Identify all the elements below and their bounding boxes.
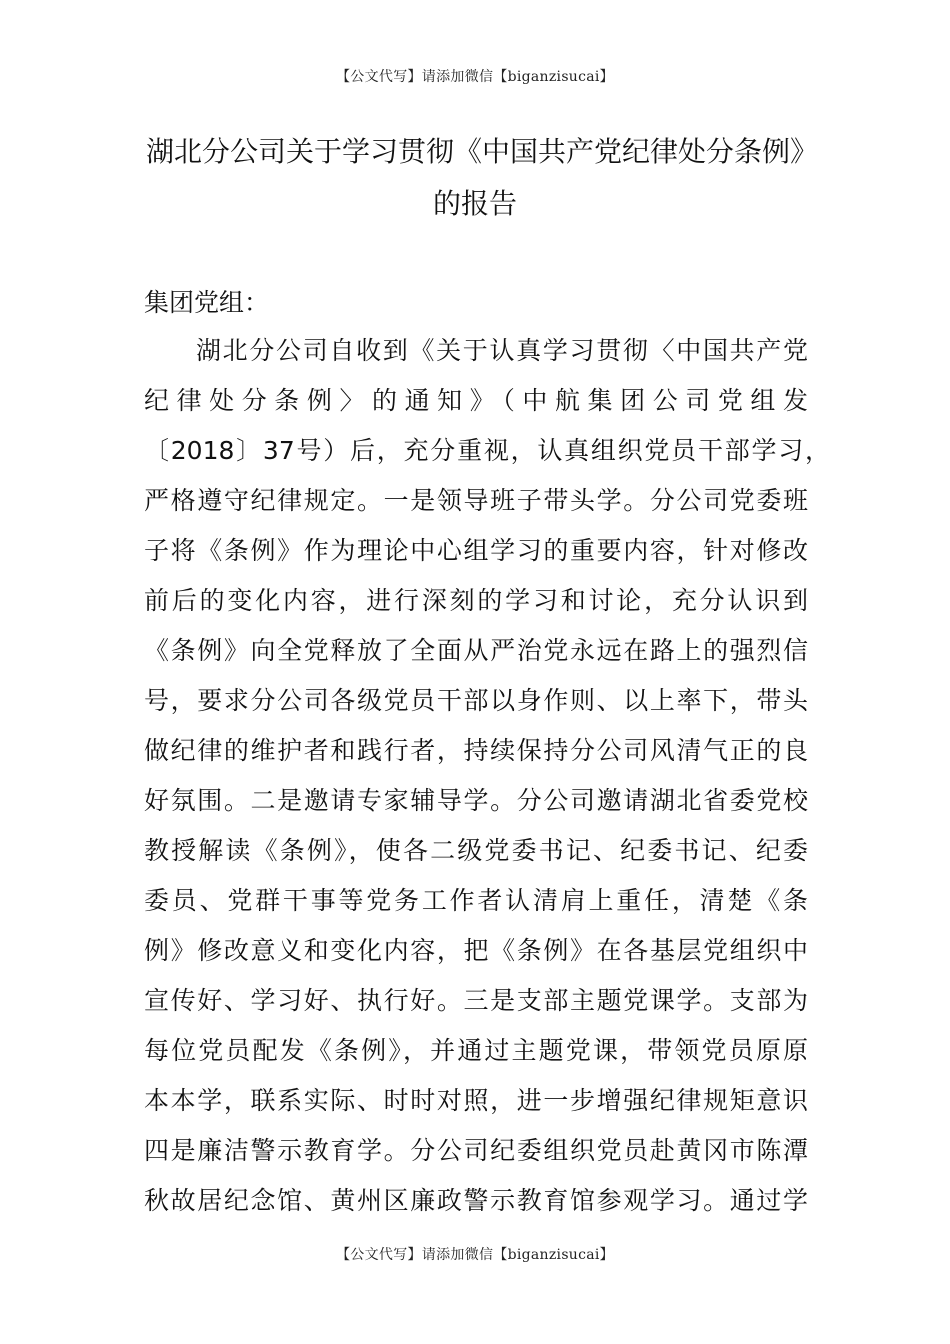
body-line: 本本学，联系实际、时时对照，进一步增强纪律规矩意识	[144, 1086, 808, 1115]
body-line: 教授解读《条例》，使各二级党委书记、纪委书记、纪委	[144, 836, 808, 865]
body-line: 前后的变化内容，进行深刻的学习和讨论，充分认识到	[144, 586, 808, 615]
body-line: 号，要求分公司各级党员干部以身作则、以上率下，带头	[144, 686, 808, 715]
salutation: 集团党组：	[144, 288, 270, 317]
body-line: 每位党员配发《条例》，并通过主题党课，带领党员原原	[144, 1036, 808, 1065]
body-line: 〔2018〕37号）后，充分重视，认真组织党员干部学习，	[144, 436, 830, 465]
body-line: 子将《条例》作为理论中心组学习的重要内容，针对修改	[144, 536, 808, 565]
body-line: 例》修改意义和变化内容，把《条例》在各基层党组织中	[144, 936, 808, 965]
body-line: 纪律处分条例〉的通知》（中航集团公司党组发	[144, 386, 808, 415]
footer-note: 【公文代写】请添加微信【biganzisucai】	[336, 1247, 614, 1263]
body-line: 秋故居纪念馆、黄州区廉政警示教育馆参观学习。通过学	[144, 1186, 808, 1215]
document-title: 湖北分公司关于学习贯彻《中国共产党纪律处分条例》的报告	[145, 135, 804, 220]
body-line: 湖北分公司自收到《关于认真学习贯彻〈中国共产党	[196, 336, 808, 365]
header-note: 【公文代写】请添加微信【biganzisucai】	[336, 69, 614, 85]
body-line: 委员、党群干事等党务工作者认清肩上重任，清楚《条	[144, 886, 808, 915]
body-line: 做纪律的维护者和践行者，持续保持分公司风清气正的良	[144, 736, 808, 765]
body-line: 好氛围。二是邀请专家辅导学。分公司邀请湖北省委党校	[144, 786, 808, 815]
body-line: 严格遵守纪律规定。一是领导班子带头学。分公司党委班	[144, 486, 808, 515]
body-line: 宣传好、学习好、执行好。三是支部主题党课学。支部为	[144, 986, 808, 1015]
body-line: 《条例》向全党释放了全面从严治党永远在路上的强烈信	[144, 636, 808, 665]
body-line: 四是廉洁警示教育学。分公司纪委组织党员赴黄冈市陈潭	[144, 1136, 808, 1165]
